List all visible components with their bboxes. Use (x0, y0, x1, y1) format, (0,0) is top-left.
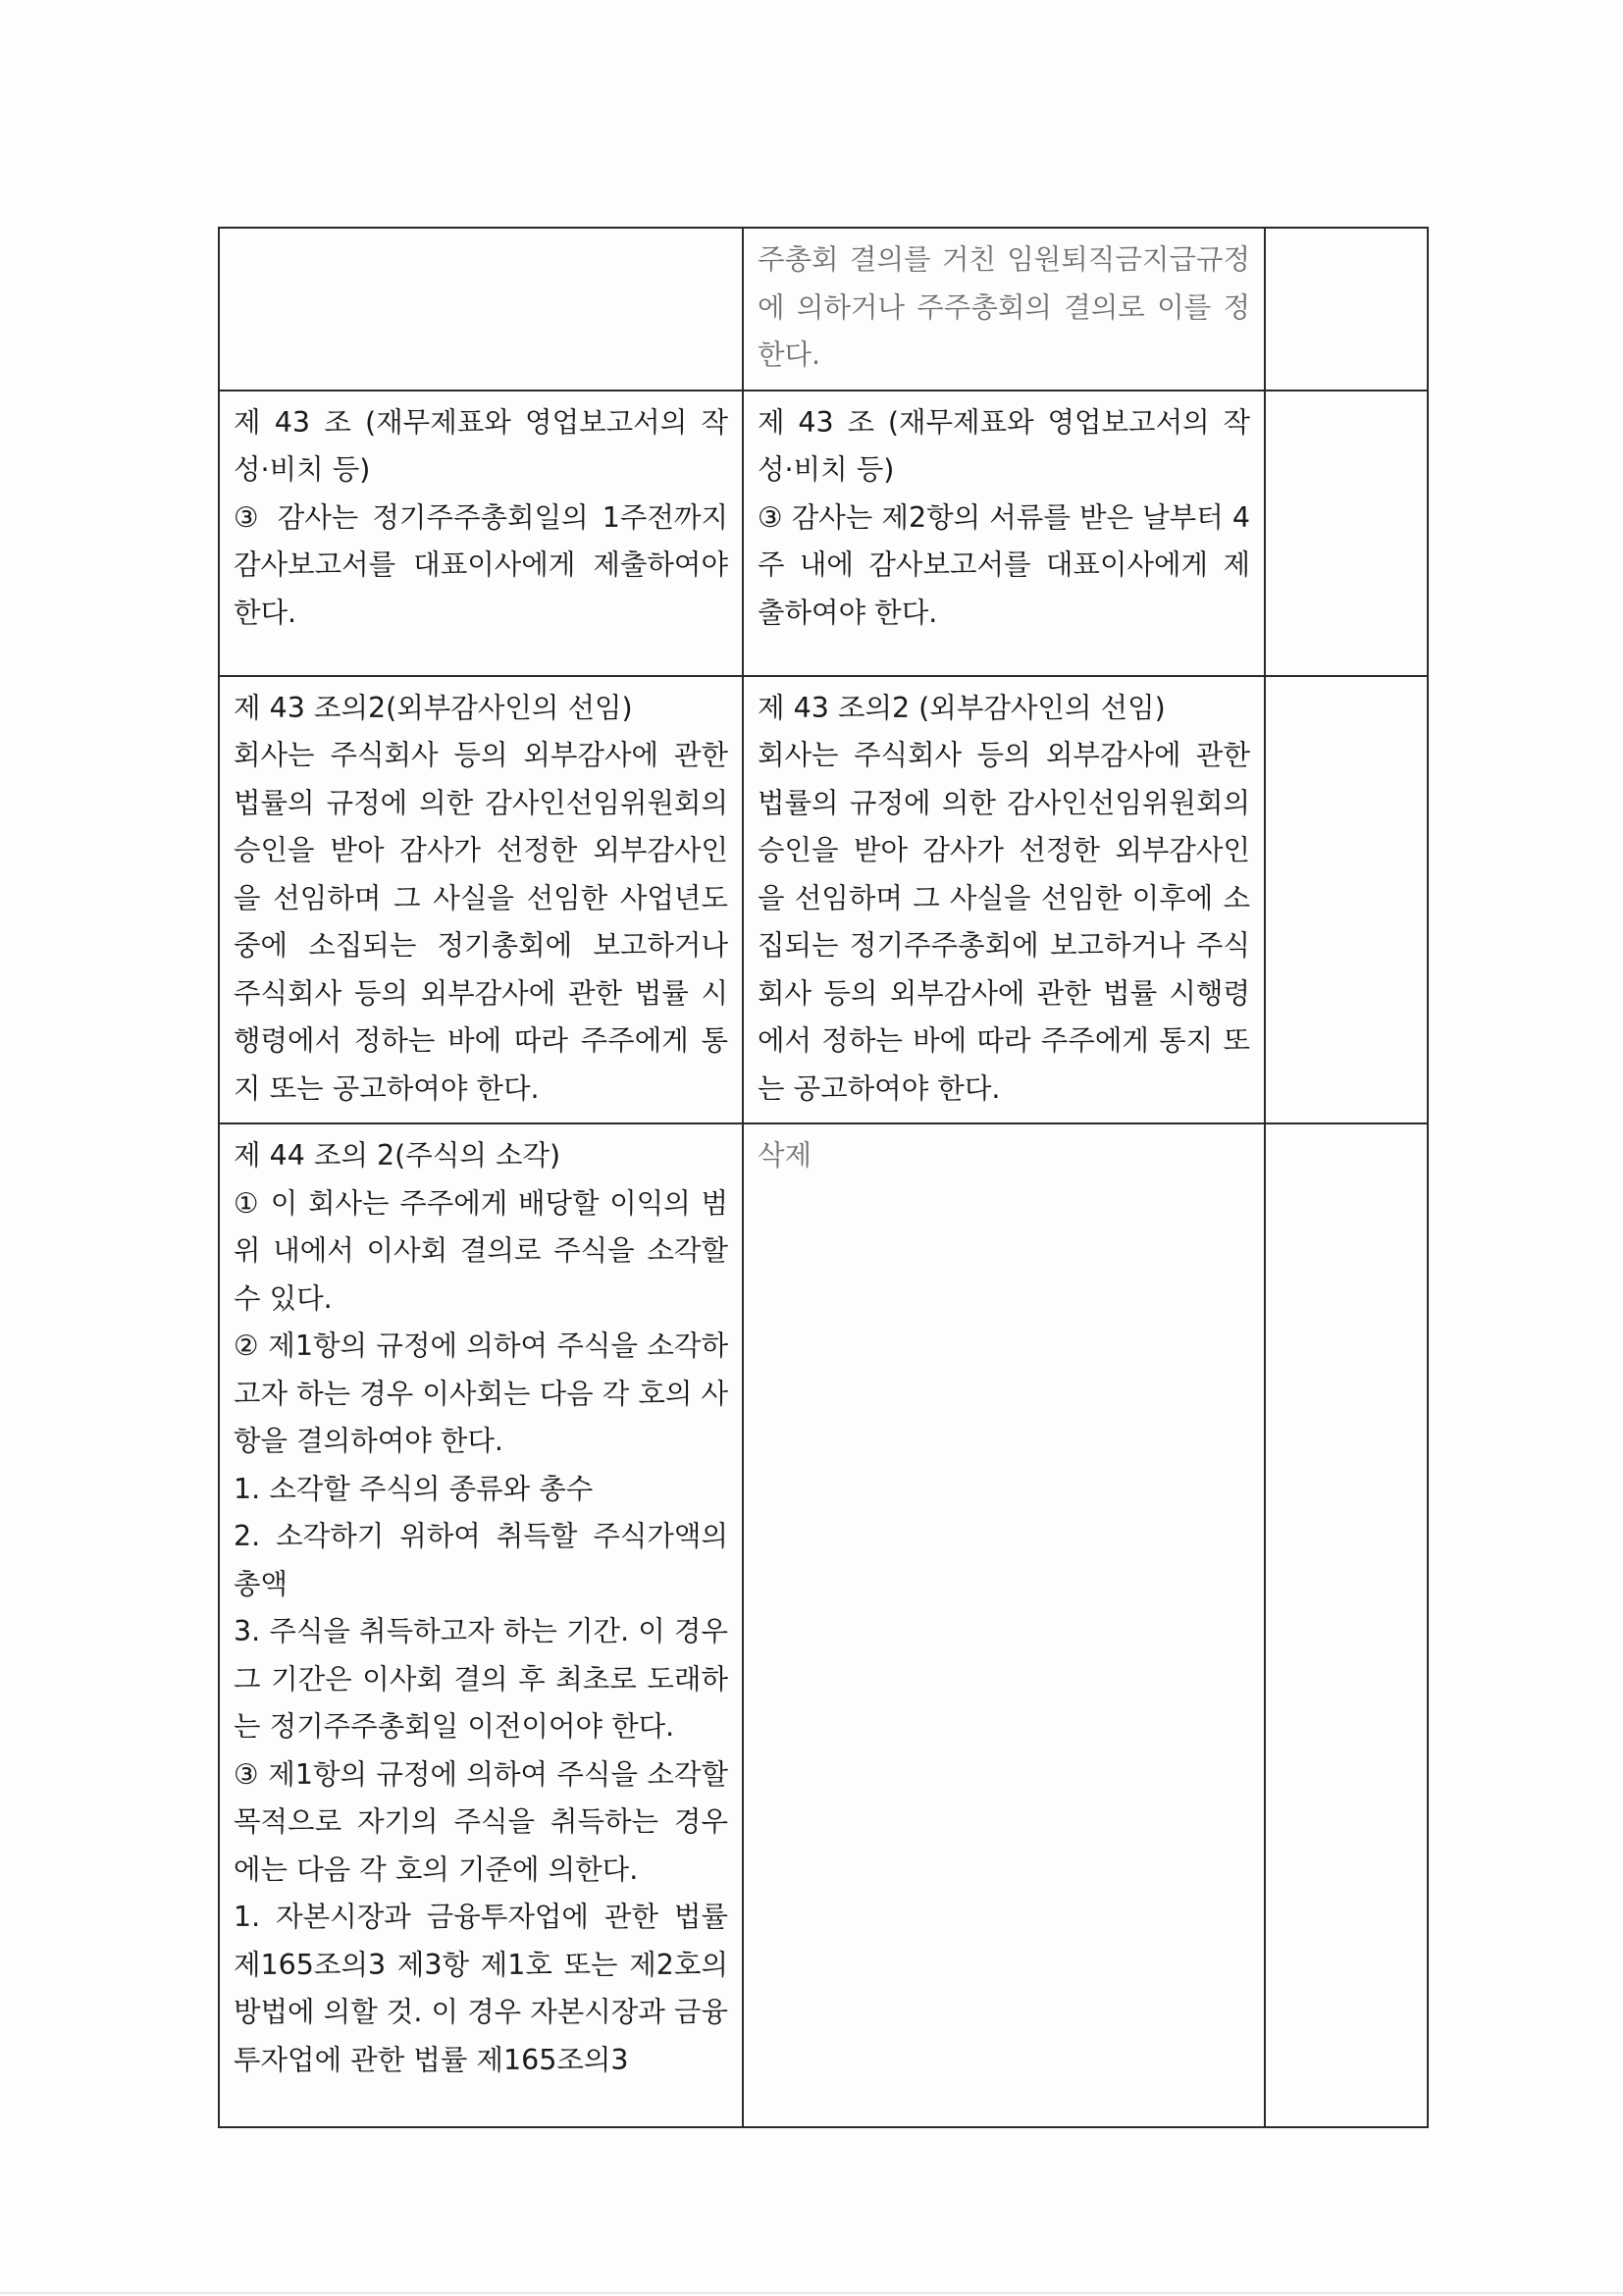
article-paragraph: ③ 감사는 정기주주총회일의 1주전까지 감사보고서를 대표이사에게 제출하여야 한다. (234, 500, 728, 629)
amendment-comparison-table (218, 227, 1429, 2128)
article-paragraph: 회사는 주식회사 등의 외부감사에 관한 법률의 규정에 의한 감사인선임위원회의 승인을 받아 감사가 선정한 외부감사인을 선임하며 그 사실을 선임한 이후에 소집되는 정기주주총회에 보고하거나 주식회사 등의 외부감사에 관한 법률 시행령에서 정하는 바에 따라 주주에게 통지 또는 공고하여야 한다. (758, 739, 1250, 1105)
table-row (219, 676, 1428, 1124)
table-row (219, 1123, 1428, 2127)
article-paragraph: 회사는 주식회사 등의 외부감사에 관한 법률의 규정에 의한 감사인선임위원회의 승인을 받아 감사가 선정한 외부감사인을 선임하며 그 사실을 선임한 사업년도 중에 소집되는 정기총회에 보고하거나 주식회사 등의 외부감사에 관한 법률 시행령에서 정하는 바에 따라 주주에게 통지 또는 공고하여야 한다. (234, 739, 728, 1105)
article-paragraph: ③ 감사는 제2항의 서류를 받은 날부터 4주 내에 감사보고서를 대표이사에게 제출하여야 한다. (758, 500, 1250, 629)
article-heading: 제 44 조의 2(주식의 소각) (234, 1139, 561, 1172)
article-heading: 제 43 조의2 (외부감사인의 선임) (758, 691, 1166, 724)
table-row (219, 228, 1428, 391)
page-bottom-rule (0, 2292, 1623, 2294)
article-paragraph: ① 이 회사는 주주에게 배당할 이익의 범위 내에서 이사회 결의로 주식을 소각할 수 있다. (234, 1186, 728, 1315)
article-paragraph: 1. 소각할 주식의 종류와 총수 (234, 1472, 594, 1505)
article-paragraph: ③ 제1항의 규정에 의하여 주식을 소각할 목적으로 자기의 주식을 취득하는 경우에는 다음 각 호의 기준에 의한다. (234, 1757, 728, 1886)
note-cell (1265, 676, 1428, 1124)
old-text-cell (219, 676, 743, 1124)
article-paragraph: 1. 자본시장과 금융투자업에 관한 법률 제165조의3 제3항 제1호 또는 제2호의 방법에 의할 것. 이 경우 자본시장과 금융투자업에 관한 법률 제165조의3 (234, 1901, 728, 2076)
article-heading: 제 43 조 (재무제표와 영업보고서의 작성·비치 등) (234, 405, 728, 486)
note-cell (1265, 228, 1428, 391)
article-paragraph: 3. 주식을 취득하고자 하는 기간. 이 경우 그 기간은 이사회 결의 후 최초로 도래하는 정기주주총회일 이전이어야 한다. (234, 1615, 728, 1743)
old-text-cell (219, 1123, 743, 2127)
article-heading: 제 43 조의2(외부감사인의 선임) (234, 691, 633, 724)
article-heading: 주총회 결의를 거친 임원퇴직금지급규정에 의하거나 주주총회의 결의로 이를 정한다. (758, 243, 1250, 371)
article-heading: 삭제 (758, 1139, 812, 1172)
note-cell (1265, 1123, 1428, 2127)
table-row (219, 391, 1428, 676)
new-text-cell (743, 676, 1265, 1124)
new-text-cell (743, 391, 1265, 676)
old-text-cell (219, 391, 743, 676)
new-text-cell (743, 228, 1265, 391)
note-cell (1265, 391, 1428, 676)
new-text-cell (743, 1123, 1265, 2127)
article-paragraph: ② 제1항의 규정에 의하여 주식을 소각하고자 하는 경우 이사회는 다음 각 호의 사항을 결의하여야 한다. (234, 1330, 728, 1457)
article-heading: 제 43 조 (재무제표와 영업보고서의 작성·비치 등) (758, 405, 1250, 486)
old-text-cell (219, 228, 743, 391)
article-paragraph: 2. 소각하기 위하여 취득할 주식가액의 총액 (234, 1520, 728, 1600)
